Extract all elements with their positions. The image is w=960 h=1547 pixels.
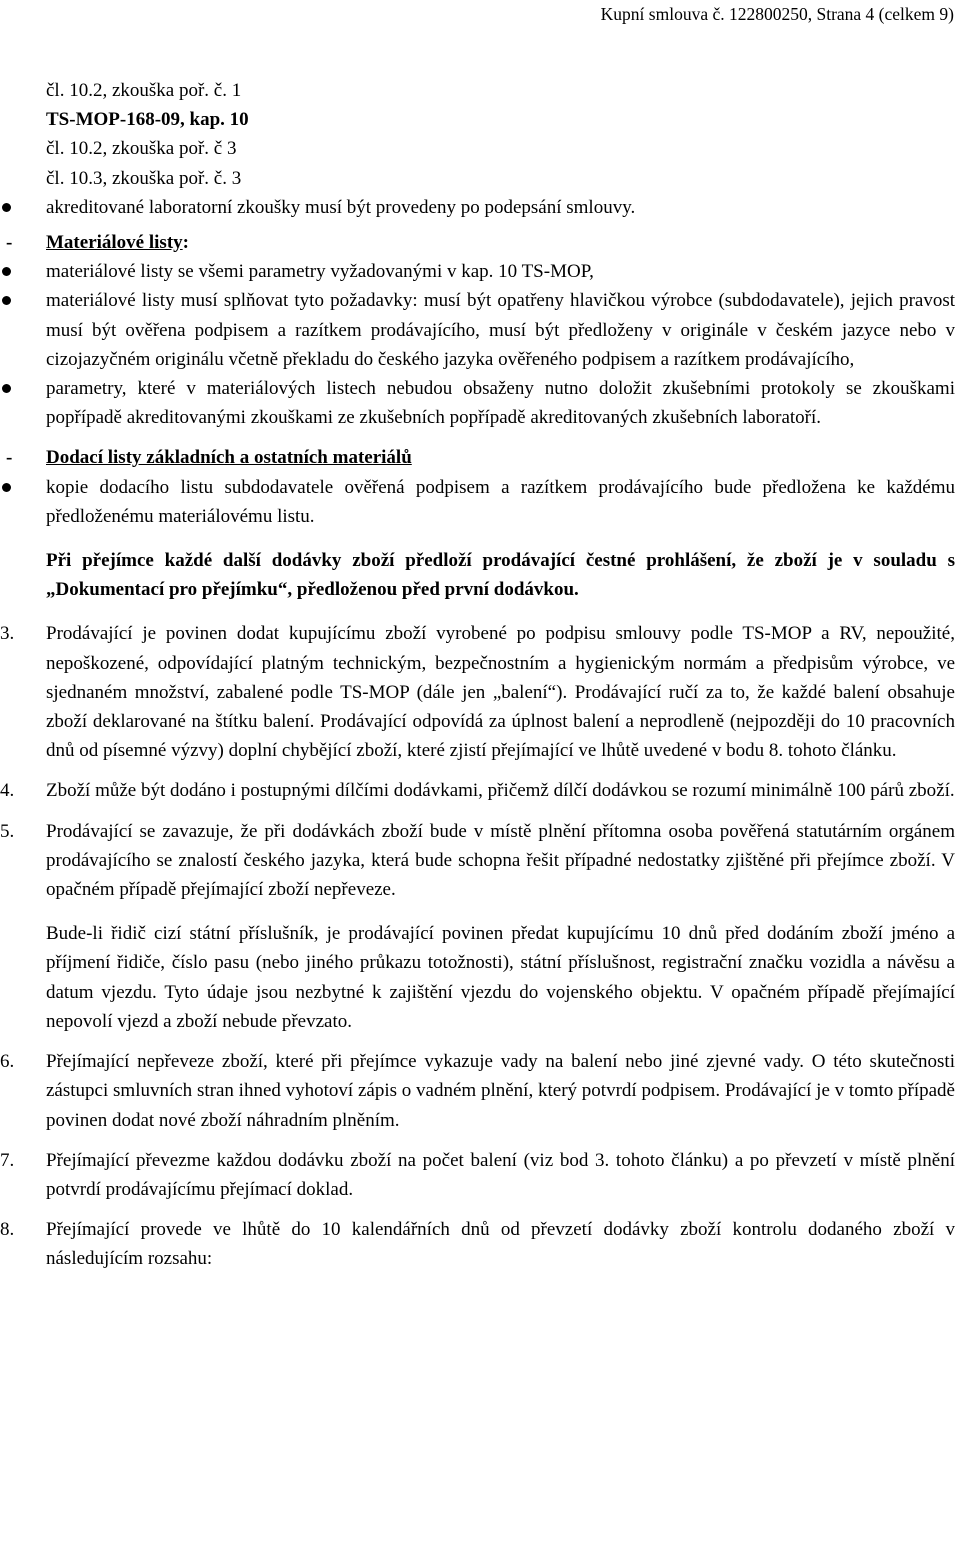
numbered-item bbox=[0, 1215, 955, 1273]
item-extra-paragraph: Bude-li řidič cizí státní příslušník, je prodávající povinen předat kupujícímu 10 dnů před dodáním zboží jméno a příjmení řidiče, číslo pasu (nebo jiného průkazu totožnosti), státní příslušnost, registrační značku vozidla a návěsu a datum vjezdu. Tyto údaje jsou nezbytné k zajištění vjezdu do vojenského objektu. V opačném případě přejímající nepovolí vjezd a zboží nebude převzato. bbox=[46, 923, 955, 1032]
list-item-text: kopie dodacího listu subdodavatele ověřená podpisem a razítkem prodávajícího bude předložena ke každému předloženému materiálovému listu. bbox=[46, 476, 955, 527]
list-item-text: akreditované laboratorní zkoušky musí být provedeny po podepsání smlouvy. bbox=[46, 196, 636, 218]
bullet-icon bbox=[2, 203, 11, 212]
heading-colon: : bbox=[182, 232, 189, 254]
list-item bbox=[0, 257, 955, 286]
test-reference: čl. 10.2, zkouška poř. č. 1 bbox=[46, 80, 242, 101]
bold-statement: Při přejímce každé další dodávky zboží předloží prodávající čestné prohlášení, že zboží je v souladu s „Dokumentací pro přejímku“, předloženou před první dodávkou. bbox=[46, 550, 955, 601]
bullet-icon bbox=[2, 267, 11, 276]
dash-marker: - bbox=[6, 232, 13, 254]
item-text: Přejímající provede ve lhůtě do 10 kalendářních dnů od převzetí dodávky zboží kontrolu dodaného zboží v následujícím rozsahu: bbox=[46, 1219, 955, 1270]
item-number: 5. bbox=[0, 820, 15, 842]
numbered-item bbox=[0, 1047, 955, 1135]
list-item-text: materiálové listy se všemi parametry vyžadovanými v kap. 10 TS-MOP, bbox=[46, 261, 594, 283]
item-number: 6. bbox=[0, 1051, 15, 1073]
test-reference-list bbox=[0, 76, 955, 193]
list-item-text: materiálové listy musí splňovat tyto požadavky: musí být opatřeny hlavičkou výrobce (subdodavatele), jejich pravost musí být ověřena podpisem a razítkem prodávajícího, musí být předloženy v originále v českém jazyce nebo v cizojazyčném originálu včetně překladu do českého jazyka ověřeného podpisem a razítkem prodávajícího, bbox=[46, 290, 955, 370]
bullet-icon bbox=[2, 483, 11, 492]
document-body bbox=[0, 76, 955, 1274]
test-reference: TS-MOP-168-09, kap. 10 bbox=[46, 109, 249, 131]
dash-marker: - bbox=[6, 447, 13, 469]
page-header: Kupní smlouva č. 122800250, Strana 4 (celkem 9) bbox=[600, 4, 954, 24]
item-text: Přejímající převezme každou dodávku zboží na počet balení (viz bod 3. tohoto článku) a po převzetí v místě plnění potvrdí prodávajícímu přejímací doklad. bbox=[46, 1149, 955, 1200]
item-text: Zboží může být dodáno i postupnými dílčími dodávkami, přičemž dílčí dodávkou se rozumí minimálně 100 párů zboží. bbox=[46, 780, 955, 802]
item-text: Prodávající je povinen dodat kupujícímu zboží vyrobené po podpisu smlouvy podle TS-MOP a RV, nepoužité, nepoškozené, odpovídající platným technickým, bezpečnostním a hygienickým normám a předpisům výrobce, ve sjednaném množství, zabalené podle TS-MOP (dále jen „balení“). Prodávající ručí za to, že každé balení obsahuje zboží deklarované na štítku balení. Prodávající odpovídá za úplnost balení a neprodleně (nejpozději do 10 pracovních dnů od písemné výzvy) doplní chybějící zboží, které zjistí přejímající ve lhůtě uvedené v bodu 8. tohoto článku. bbox=[46, 623, 955, 762]
list-item bbox=[0, 473, 955, 531]
item-number: 8. bbox=[0, 1219, 15, 1241]
item-text: Přejímající nepřeveze zboží, které při přejímce vykazuje vady na balení nebo jiné zjevné vady. O této skutečnosti zástupci smluvních stran ihned vyhotoví zápis o vadném plnění, který potvrdí podpisem. Prodávající je v tomto případě povinen dodat nové zboží náhradním plněním. bbox=[46, 1051, 955, 1131]
numbered-item bbox=[0, 776, 955, 805]
list-item bbox=[0, 193, 955, 222]
test-reference: čl. 10.2, zkouška poř. č 3 bbox=[46, 138, 237, 160]
item-number: 4. bbox=[0, 780, 15, 802]
bullet-icon bbox=[2, 296, 11, 305]
test-reference: čl. 10.3, zkouška poř. č. 3 bbox=[46, 167, 242, 189]
list-item-text: parametry, které v materiálových listech nebudou obsaženy nutno doložit zkušebními protokoly se zkouškami popřípadě akreditovanými zkouškami ze zkušebních popřípadě akreditovaných zkušebních laboratoří. bbox=[46, 378, 955, 429]
numbered-item bbox=[0, 817, 955, 1036]
item-text: Prodávající se zavazuje, že při dodávkách zboží bude v místě plnění přítomna osoba pověřená statutárním orgánem prodávajícího se znalostí českého jazyka, která bude schopna řešit případné nedostatky zjištěné při přejímce zboží. V opačném případě přejímající zboží nepřeveze. bbox=[46, 820, 955, 901]
list-item bbox=[0, 374, 955, 432]
section-heading-text: Materiálové listy bbox=[46, 232, 183, 254]
list-item bbox=[0, 286, 955, 374]
numbered-item bbox=[0, 619, 955, 765]
section-heading-text: Dodací listy základních a ostatních materiálů bbox=[46, 447, 412, 469]
section-heading-delivery-notes bbox=[0, 443, 955, 472]
item-number: 7. bbox=[0, 1149, 15, 1171]
section-heading-material-sheets bbox=[0, 228, 955, 257]
numbered-item bbox=[0, 1146, 955, 1204]
item-number: 3. bbox=[0, 623, 15, 645]
bullet-icon bbox=[2, 384, 11, 393]
